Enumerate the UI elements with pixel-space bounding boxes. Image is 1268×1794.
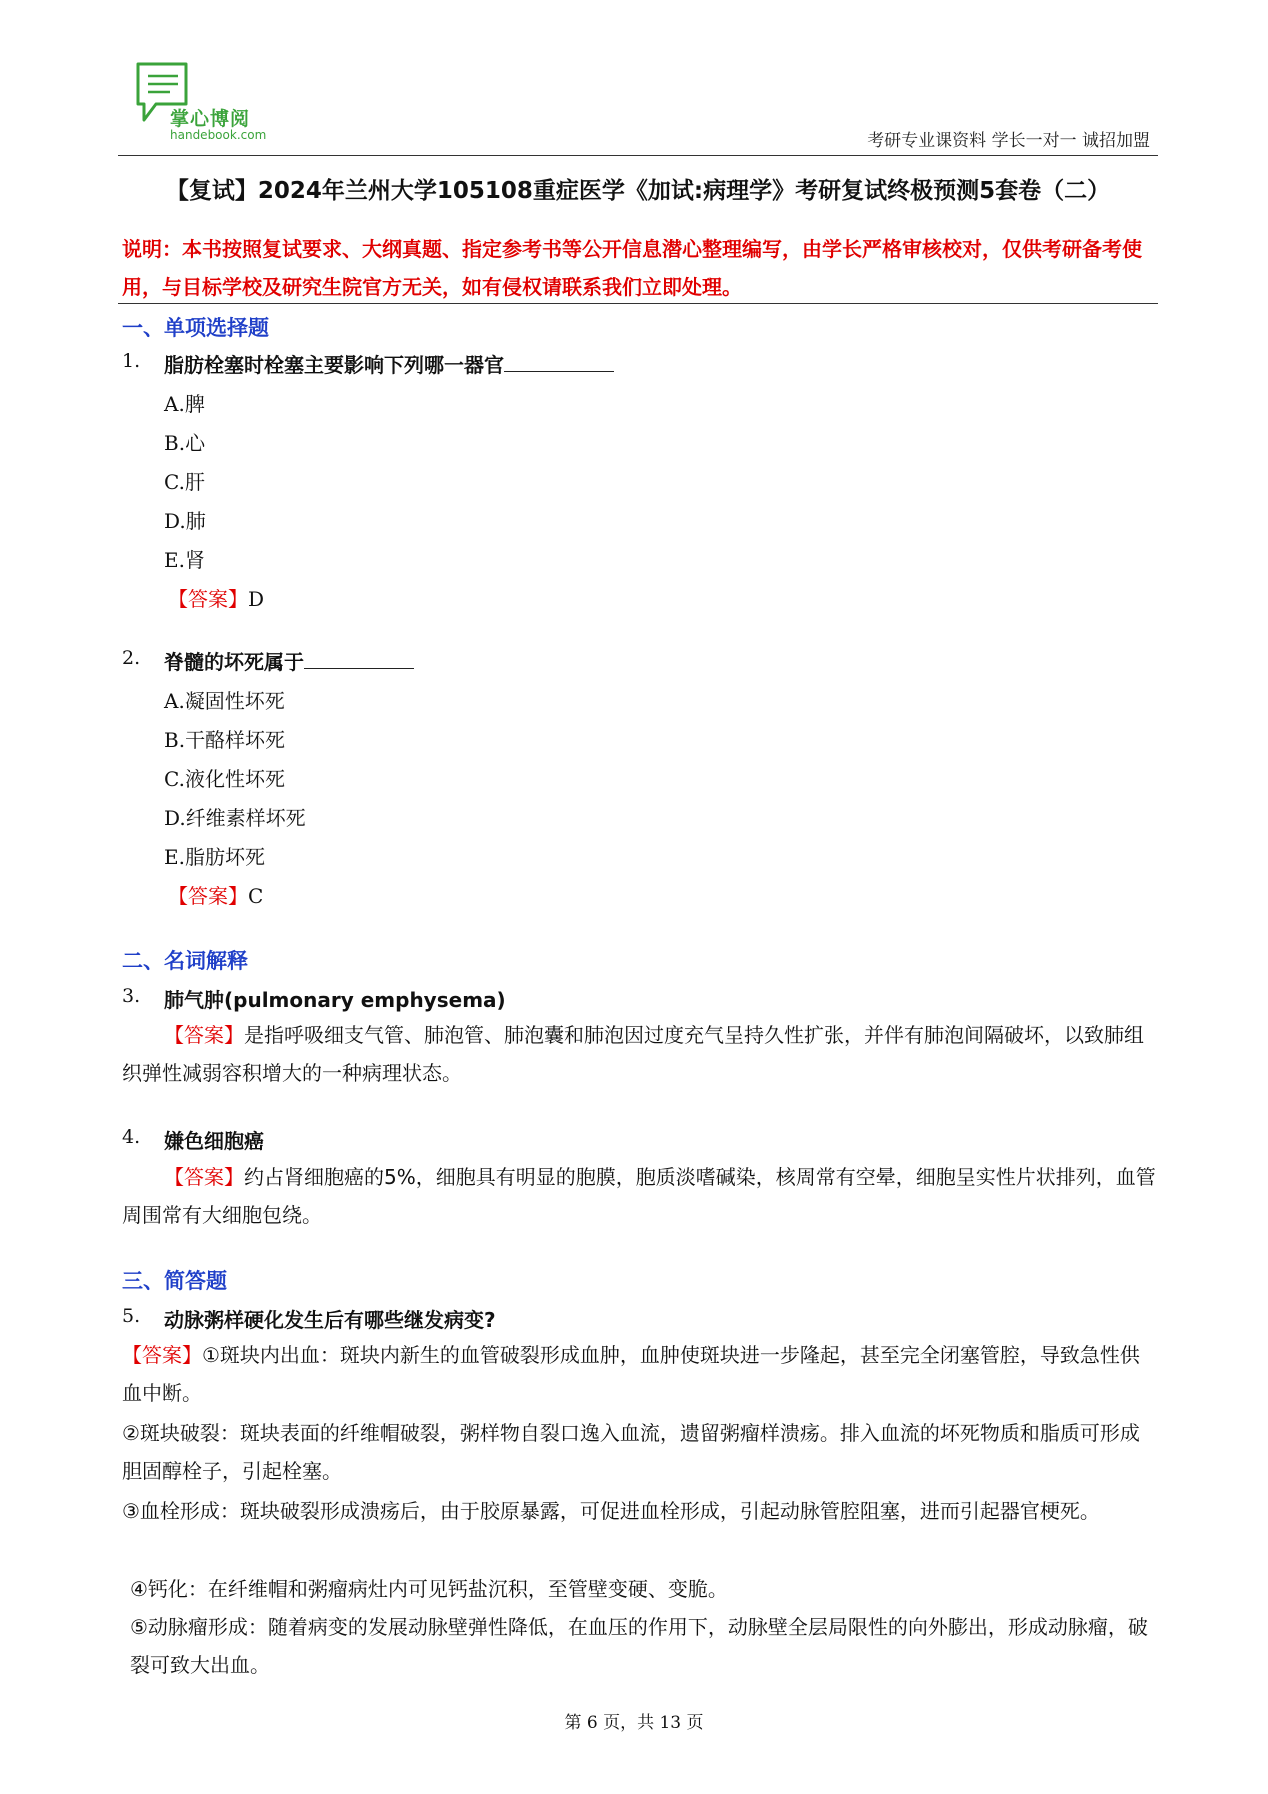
answer-text: 是指呼吸细支气管、肺泡管、肺泡囊和肺泡因过度充气呈持久性扩张，并伴有肺泡间隔破坏，以致肺组织弹性减弱容积增大的一种病理状态。: [122, 1023, 1144, 1085]
option-item: [164, 802, 306, 831]
option-item: [164, 544, 205, 573]
option-text: 脾: [184, 392, 205, 416]
option-letter: B.: [164, 431, 186, 455]
question-number: 3.: [122, 985, 141, 1007]
question-number: 2.: [122, 647, 141, 669]
option-letter: D.: [164, 509, 186, 533]
answer-blank: [304, 650, 414, 669]
answer-blank: [504, 353, 614, 372]
answer-paragraph: [122, 1158, 1158, 1234]
document-title: 【复试】2024年兰州大学105108重症医学《加试:病理学》考研复试终极预测5套卷（二）: [165, 178, 1111, 204]
option-text: 脂肪坏死: [184, 845, 265, 869]
answer-tag: 【答案】: [122, 1343, 202, 1367]
option-item: [164, 388, 205, 417]
section-heading-short-answer: 三、简答题: [122, 1269, 227, 1293]
question-number: 1.: [122, 350, 141, 372]
question-text: [164, 349, 614, 378]
answer-line: [168, 880, 263, 909]
option-text: 液化性坏死: [184, 767, 285, 791]
header-divider: [118, 155, 1158, 156]
option-letter: A.: [164, 689, 185, 713]
option-letter: E.: [164, 845, 185, 869]
answer-point: ④钙化：在纤维帽和粥瘤病灶内可见钙盐沉积，至管壁变硬、变脆。: [130, 1577, 728, 1601]
answer-value: C: [248, 884, 264, 908]
answer-point: ②斑块破裂：斑块表面的纤维帽破裂，粥样物自裂口逸入血流，遗留粥瘤样溃疡。排入血流的坏死物质和脂质可形成胆固醇栓子，引起栓塞。: [122, 1421, 1140, 1483]
question-text: 动脉粥样硬化发生后有哪些继发病变?: [164, 1308, 496, 1332]
answer-line: [168, 583, 264, 612]
option-text: 心: [185, 431, 206, 455]
option-item: [164, 685, 285, 714]
answer-text: 约占肾细胞癌的5%，细胞具有明显的胞膜，胞质淡嗜碱染，核周常有空晕，细胞呈实性片状排列，血管周围常有大细胞包绕。: [122, 1165, 1156, 1227]
answer-point-text: ①斑块内出血：斑块内新生的血管破裂形成血肿，血肿使斑块进一步隆起，甚至完全闭塞管腔，导致急性供血中断。: [122, 1343, 1140, 1405]
page-number-footer: 第 6 页，共 13 页: [564, 1713, 704, 1733]
answer-point: ⑤动脉瘤形成：随着病变的发展动脉壁弹性降低，在血压的作用下，动脉壁全层局限性的向外膨出，形成动脉瘤，破裂可致大出血。: [130, 1615, 1148, 1677]
option-letter: D.: [164, 806, 186, 830]
option-item: [164, 763, 285, 792]
brand-logo: [134, 60, 284, 150]
option-item: [164, 841, 265, 870]
question-stem: 脊髓的坏死属于: [164, 650, 304, 674]
question-text: 肺气肿(pulmonary emphysema): [164, 988, 506, 1012]
option-item: [164, 466, 205, 495]
logo-name: 掌心博阅: [170, 108, 251, 130]
question-text: [164, 646, 414, 675]
header-tagline: 考研专业课资料 学长一对一 诚招加盟: [867, 131, 1150, 151]
option-item: [164, 724, 285, 753]
answer-point: ③血栓形成：斑块破裂形成溃疡后，由于胶原暴露，可促进血栓形成，引起动脉管腔阻塞，进而引起器官梗死。: [122, 1499, 1100, 1523]
option-text: 肾: [184, 548, 205, 572]
option-text: 肺: [185, 509, 206, 533]
answer-point: [122, 1336, 1158, 1412]
answer-paragraph: [122, 1016, 1158, 1092]
option-text: 纤维素样坏死: [185, 806, 306, 830]
option-text: 肝: [184, 470, 205, 494]
question-text: 嫌色细胞癌: [164, 1129, 264, 1153]
notice-divider: [118, 303, 1158, 304]
section-heading-term-definition: 二、名词解释: [122, 949, 248, 973]
answer-value: D: [248, 587, 265, 611]
option-letter: C.: [164, 470, 185, 494]
option-item: [164, 427, 205, 456]
option-letter: A.: [164, 392, 185, 416]
disclaimer-notice: 说明：本书按照复试要求、大纲真题、指定参考书等公开信息潜心整理编写，由学长严格审核校对，仅供考研备考使用，与目标学校及研究生院官方无关，如有侵权请联系我们立即处理。: [122, 237, 1142, 299]
question-number: 4.: [122, 1126, 141, 1148]
answer-tag: 【答案】: [164, 1023, 244, 1047]
question-number: 5.: [122, 1305, 141, 1327]
option-text: 凝固性坏死: [184, 689, 285, 713]
answer-tag: 【答案】: [168, 884, 248, 908]
question-stem: 脂肪栓塞时栓塞主要影响下列哪一器官: [164, 353, 504, 377]
option-item: [164, 505, 206, 534]
option-letter: C.: [164, 767, 185, 791]
option-text: 干酪样坏死: [185, 728, 286, 752]
answer-tag: 【答案】: [168, 587, 248, 611]
section-heading-single-choice: 一、单项选择题: [122, 316, 269, 340]
answer-tag: 【答案】: [164, 1165, 244, 1189]
option-letter: E.: [164, 548, 185, 572]
option-letter: B.: [164, 728, 186, 752]
logo-url: handebook.com: [170, 128, 267, 142]
